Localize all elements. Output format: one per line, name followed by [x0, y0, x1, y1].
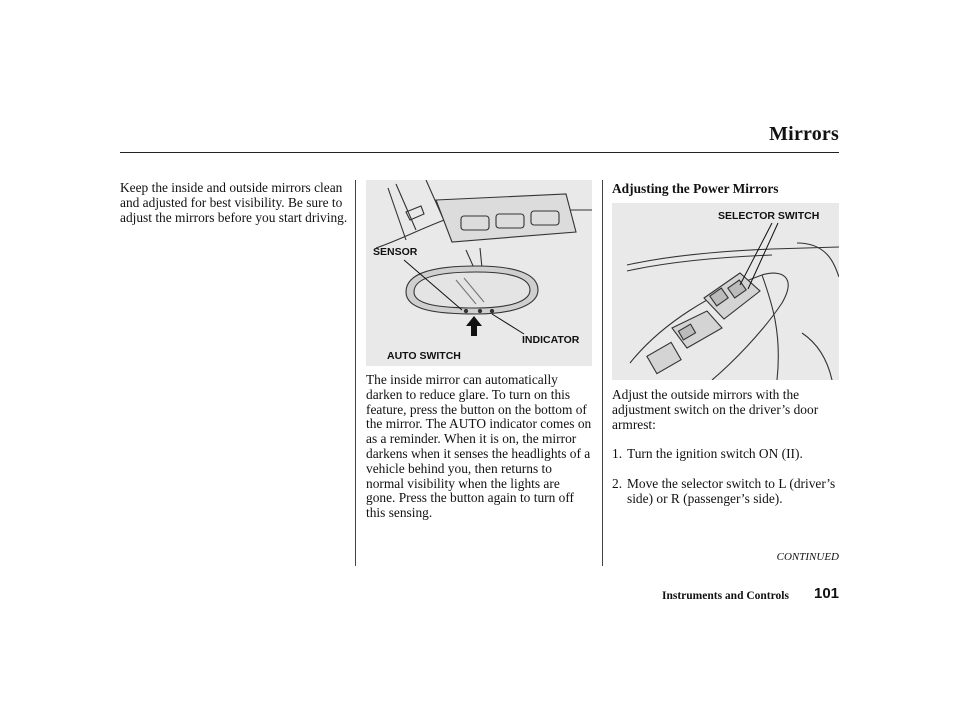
selector-switch-callout: SELECTOR SWITCH [718, 210, 820, 222]
indicator-callout: INDICATOR [522, 334, 580, 346]
adjust-paragraph: Adjust the outside mirrors with the adjustment switch on the driver’s door armrest: [612, 387, 819, 432]
auto-dimming-paragraph: The inside mirror can automatically darken to reduce glare. To turn on this feature, press the button on the bottom of the mirror. The AUTO indicator comes on as a reminder. When it is on, the mirror darkens when it senses the headlights of a vehicle behind you, then returns to normal visibility when the lights are gone. Press the button again to turn off this sensing. [366, 372, 592, 521]
rearview-mirror-illustration [366, 180, 592, 366]
door-switch-drawing [612, 203, 839, 380]
continued-note: CONTINUED [776, 551, 839, 563]
column-divider-left [355, 180, 356, 566]
intro-paragraph: Keep the inside and outside mirrors clean and adjusted for best visibility. Be sure to adjust the mirrors before you start driving. [120, 180, 348, 225]
page-title: Mirrors [769, 123, 839, 145]
step-1-text: Turn the ignition switch ON (II). [627, 446, 803, 461]
step-2 [612, 477, 838, 507]
page-number: 101 [814, 585, 840, 602]
step-2-text: Move the selector switch to L (driver’s side) or R (passenger’s side). [627, 476, 836, 506]
title-rule [120, 152, 839, 153]
column-divider-right [602, 180, 603, 566]
footer-section-label: Instruments and Controls [662, 590, 789, 602]
step-1 [612, 447, 838, 462]
step-2-number: 2. [612, 476, 623, 491]
door-switch-illustration [612, 203, 839, 380]
step-1-number: 1. [612, 446, 623, 461]
sensor-callout: SENSOR [373, 246, 418, 258]
auto-switch-callout: AUTO SWITCH [387, 350, 461, 362]
section-heading: Adjusting the Power Mirrors [612, 181, 779, 196]
